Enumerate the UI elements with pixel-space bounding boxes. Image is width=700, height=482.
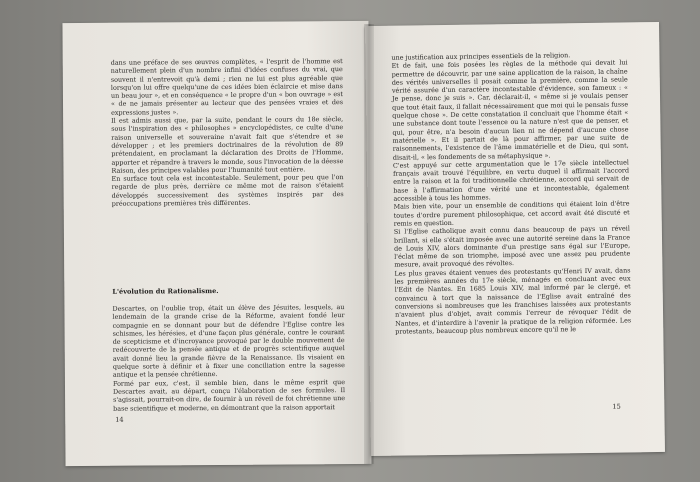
book-gutter xyxy=(364,24,374,464)
right-page-text: une justification aux principes essentiels de la religion. Et de fait, une fois posées les règles de la méthode qui devait lui permettre de découvrir, par une saine application de la raison, la chaîne des vérités universelles il posait comme la première, comme la seule vérité assurée d'un caractère incontestable d'évidence, son fameux : « Je pense, donc je suis ». Car, déclarait-il, « même si je voulais penser que tout était faux, il fallait nécessairement que moi qui le pensais fusse quelque chose ». De cette constatation il concluait que l'homme était « une substance dont toute l'essence ou la nature n'est que de penser, et qui, pour être, n'a besoin d'aucun lien ni ne dépend d'aucune chose matérielle ». Et il partait de là pour affirmer, par une suite de raisonnements, l'existence de l'âme immatérielle et de Dieu, qui sont, disait-il, « les fondements de sa métaphysique ». C'est appuyé sur cette argumentation que le 17e siècle intellectuel français avait trouvé l'équilibre, en vertu duquel il affirmait l'accord entre la raison et la foi traditionnelle chrétienne, accord qui servait de base à l'affirmation d'une vérité une et incontestable, également accessible à tous les hommes. Mais bien vite, pour un ensemble de conditions qui étaient loin d'être toutes d'ordre purement philosophique, cet accord avait été discuté et remis en question. Si l'Eglise catholique avait connu dans beaucoup de pays un réveil brillant, si elle s'était imposée avec une autorité sereine dans la France de Louis XIV, alors dominante d'un prestige sans égal sur l'Europe, l'éclat même de son triomphe, imposé avec une assez peu prudente mesure, avait provoqué des révoltes. Les plus graves étaient venues des protestants qu'Henri IV avait, dans les premières années du 17e siècle, ménagés en concluant avec eux l'Edit de Nantes. En 1685 Louis XIV, mal informé par le clergé, et convaincu à tort que la naissance de l'Eglise avait entraîné des conversions si nombreuses que les franchises laissées aux protestants n'avaient plus d'objet, avait commis l'erreur de révoquer l'édit de Nantes, et d'interdire à l'avenir la pratique de la religion réformée. Les protestants, beaucoup plus nombreux encore qu'il ne le xyxy=(391,51,632,336)
left-page-text-top: dans une préface de ses œuvres complètes, « l'esprit de l'homme est naturellement plein d'un nombre infini d'idées confuses du vrai, que souvent il n'entrevoit qu'à demi ; rien ne lui est plus agréable que lorsqu'on lui offre quelqu'une de ces idées bien éclaircie et mise dans un beau jour », et en conséquence « le propre d'un « bon ouvrage » est « de ne jamais présenter au lecteur que des pensées vraies et des expressions justes ». Il est admis aussi que, par la suite, pendant le cours du 18e siècle, sous l'inspiration des « philosophes » encyclopédistes, ce culte d'une raison universelle et souveraine n'avait fait que s'étendre et se développer ; et les premiers doctrinaires de la révolution de 89 prétendaient, en proclamant la déclaration des Droits de l'Homme, apporter et répandre à travers le monde, sous l'invocation de la déesse Raison, des principes valables pour l'humanité tout entière. En surface tout cela est incontestable. Seulement, pour peu que l'on regarde de plus près, derrière ce même mot de raison s'étaient développés successivement des systèmes inspirés par des préoccupations premières très différentes. xyxy=(110,57,344,208)
right-page xyxy=(365,22,665,456)
left-page-number: 14 xyxy=(115,415,124,424)
left-page-text-bottom: Descartes, on l'oublie trop, était un élève des Jésuites, lesquels, au lendemain de la grande crise de la Réforme, avaient fondé leur compagnie en se donnant pour but de défendre l'Eglise contre les schismes, les hérésies, et d'une façon plus générale, contre le courant de scepticisme et d'incroyance provoqué par le double mouvement de redécouverte de la pensée antique et de progrès scientifique auquel avait donné lieu la grande fièvre de la Renaissance. Ils visaient en quelque sorte à définir et à fixer une conciliation entre la sagesse antique et la pensée chrétienne. Formé par eux, c'est, il semble bien, dans le même esprit que Descartes avait, au départ, conçu l'élaboration de ses formules. Il s'agissait, pourrait-on dire, de fournir à un réveil de foi chrétienne une base scientifique et moderne, en démontrant que la raison apportait xyxy=(112,303,346,413)
section-heading: L'évolution du Rationalisme. xyxy=(112,286,219,296)
left-page xyxy=(62,21,371,466)
right-page-number: 15 xyxy=(612,402,621,411)
